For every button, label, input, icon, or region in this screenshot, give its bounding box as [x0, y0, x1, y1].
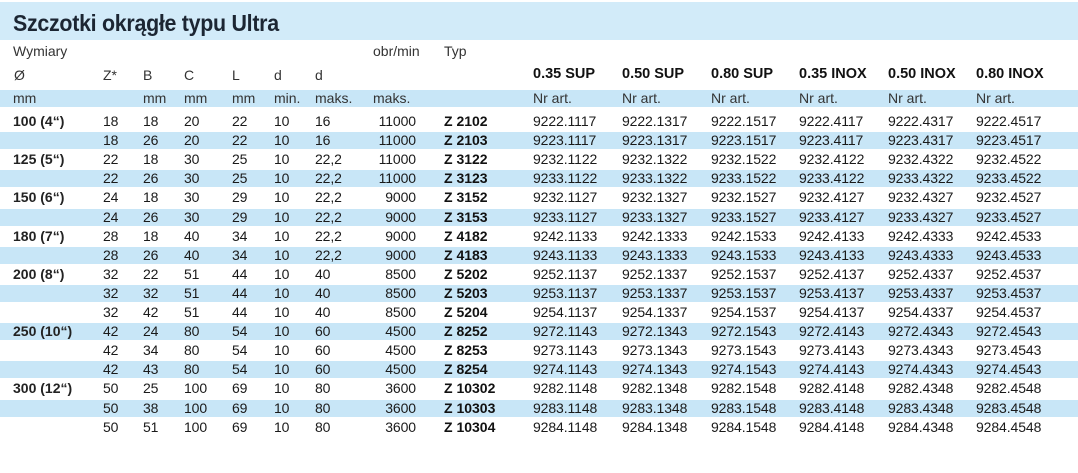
cell-article-number: 9274.4543	[976, 361, 1042, 377]
cell-l: 44	[232, 285, 248, 301]
cell-z: 32	[103, 266, 119, 282]
cell-article-number: 9223.1317	[622, 132, 688, 148]
cell-d-max: 22,2	[315, 228, 342, 244]
cell-l: 29	[232, 189, 248, 205]
cell-d-max: 60	[315, 361, 331, 377]
cell-article-number: 9223.1117	[533, 132, 597, 148]
cell-size: 150 (6“)	[13, 189, 65, 205]
cell-rpm: 11000	[378, 113, 416, 129]
cell-l: 44	[232, 304, 248, 320]
cell-article-number: 9243.4533	[976, 247, 1042, 263]
cell-article-number: 9254.4337	[888, 304, 954, 320]
cell-b: 18	[143, 228, 159, 244]
cell-article-number: 9282.1348	[622, 380, 688, 396]
cell-article-number: 9233.4122	[799, 170, 865, 186]
cell-d-min: 10	[274, 209, 290, 225]
cell-article-number: 9243.1533	[711, 247, 777, 263]
header-z: Z*	[103, 67, 117, 83]
cell-article-number: 9272.1143	[533, 323, 598, 339]
cell-article-number: 9284.4148	[799, 419, 865, 435]
cell-typ: Z 5204	[444, 304, 488, 320]
cell-article-number: 9254.4537	[976, 304, 1042, 320]
header-l: L	[232, 67, 240, 83]
cell-article-number: 9242.1333	[622, 228, 688, 244]
cell-d-min: 10	[274, 170, 290, 186]
cell-z: 22	[103, 170, 119, 186]
cell-rpm: 9000	[385, 228, 416, 244]
cell-size: 200 (8“)	[13, 266, 65, 282]
cell-article-number: 9242.1533	[711, 228, 777, 244]
cell-article-number: 9222.1517	[711, 113, 777, 129]
cell-d-max: 80	[315, 419, 331, 435]
cell-typ: Z 5202	[444, 266, 488, 282]
cell-rpm: 11000	[378, 170, 416, 186]
cell-rpm: 4500	[385, 342, 416, 358]
cell-c: 100	[184, 400, 208, 416]
cell-article-number: 9232.4122	[799, 151, 865, 167]
cell-article-number: 9272.1543	[711, 323, 777, 339]
cell-l: 54	[232, 323, 248, 339]
cell-c: 30	[184, 209, 200, 225]
cell-size: 300 (12“)	[13, 380, 73, 396]
cell-rpm: 8500	[385, 266, 416, 282]
cell-z: 50	[103, 419, 119, 435]
cell-typ: Z 8254	[444, 361, 488, 377]
cell-article-number: 9232.4327	[888, 189, 954, 205]
cell-typ: Z 4183	[444, 247, 488, 263]
cell-typ: Z 3152	[444, 189, 488, 205]
cell-d-max: 40	[315, 304, 331, 320]
cell-size: 100 (4“)	[13, 113, 65, 129]
cell-d-max: 16	[315, 113, 331, 129]
cell-typ: Z 10304	[444, 419, 496, 435]
header-d-min: d	[274, 67, 282, 83]
cell-b: 32	[143, 285, 159, 301]
unit-rpm-max: maks.	[373, 90, 411, 106]
header-b: B	[143, 67, 153, 83]
cell-article-number: 9273.4143	[799, 342, 865, 358]
cell-rpm: 4500	[385, 323, 416, 339]
cell-rpm: 11000	[378, 132, 416, 148]
cell-article-number: 9282.1148	[533, 380, 598, 396]
cell-article-number: 9233.4322	[888, 170, 954, 186]
cell-z: 32	[103, 304, 119, 320]
unit-mm: mm	[13, 90, 37, 106]
cell-article-number: 9284.1348	[622, 419, 688, 435]
cell-article-number: 9283.1548	[711, 400, 777, 416]
header-diameter-symbol: Ø	[14, 67, 25, 83]
cell-c: 51	[184, 285, 200, 301]
cell-article-number: 9233.4127	[799, 209, 865, 225]
header-obrmin: obr/min	[373, 43, 420, 59]
cell-b: 26	[143, 209, 159, 225]
cell-article-number: 9252.4337	[888, 266, 954, 282]
cell-l: 69	[232, 419, 248, 435]
cell-z: 28	[103, 228, 119, 244]
cell-article-number: 9243.4133	[799, 247, 865, 263]
unit-c: mm	[184, 90, 208, 106]
cell-l: 69	[232, 400, 248, 416]
cell-article-number: 9283.4548	[976, 400, 1042, 416]
cell-article-number: 9232.4127	[799, 189, 865, 205]
cell-d-max: 40	[315, 285, 331, 301]
cell-c: 30	[184, 170, 200, 186]
cell-d-min: 10	[274, 247, 290, 263]
cell-c: 51	[184, 266, 200, 282]
cell-c: 30	[184, 189, 200, 205]
cell-article-number: 9274.1543	[711, 361, 777, 377]
cell-article-number: 9232.1127	[533, 189, 598, 205]
cell-d-min: 10	[274, 419, 290, 435]
unit-nr-art-3: Nr art.	[711, 90, 750, 106]
cell-b: 18	[143, 113, 159, 129]
cell-rpm: 3600	[385, 400, 416, 416]
cell-d-max: 80	[315, 380, 331, 396]
cell-b: 25	[143, 380, 159, 396]
cell-article-number: 9283.1348	[622, 400, 688, 416]
cell-c: 80	[184, 342, 200, 358]
cell-article-number: 9233.1122	[533, 170, 598, 186]
cell-z: 50	[103, 380, 119, 396]
cell-article-number: 9233.4327	[888, 209, 954, 225]
cell-typ: Z 10303	[444, 400, 496, 416]
table-title: Szczotki okrągłe typu Ultra	[13, 10, 279, 36]
cell-size: 125 (5“)	[13, 151, 65, 167]
header-wymiary: Wymiary	[13, 43, 68, 59]
cell-b: 22	[143, 266, 159, 282]
cell-d-min: 10	[274, 266, 290, 282]
cell-article-number: 9282.4348	[888, 380, 954, 396]
cell-d-min: 10	[274, 380, 290, 396]
cell-d-max: 22,2	[315, 170, 342, 186]
cell-rpm: 8500	[385, 304, 416, 320]
unit-b: mm	[143, 90, 167, 106]
unit-nr-art-2: Nr art.	[622, 90, 661, 106]
cell-z: 28	[103, 247, 119, 263]
cell-d-min: 10	[274, 151, 290, 167]
cell-article-number: 9283.1148	[533, 400, 598, 416]
cell-article-number: 9252.1537	[711, 266, 777, 282]
cell-z: 24	[103, 209, 119, 225]
cell-b: 24	[143, 323, 159, 339]
cell-article-number: 9253.1537	[711, 285, 777, 301]
cell-z: 42	[103, 361, 119, 377]
cell-d-max: 22,2	[315, 151, 342, 167]
title-bar	[0, 2, 1078, 40]
cell-d-min: 10	[274, 323, 290, 339]
cell-article-number: 9222.1117	[533, 113, 597, 129]
cell-typ: Z 8252	[444, 323, 488, 339]
cell-article-number: 9233.1127	[533, 209, 598, 225]
cell-article-number: 9253.4137	[799, 285, 865, 301]
cell-rpm: 4500	[385, 361, 416, 377]
cell-article-number: 9233.4522	[976, 170, 1042, 186]
cell-article-number: 9273.1543	[711, 342, 777, 358]
cell-article-number: 9272.4143	[799, 323, 865, 339]
cell-c: 20	[184, 113, 200, 129]
cell-l: 54	[232, 361, 248, 377]
cell-b: 26	[143, 170, 159, 186]
cell-l: 22	[232, 113, 248, 129]
cell-article-number: 9284.4348	[888, 419, 954, 435]
cell-l: 29	[232, 209, 248, 225]
header-variant-050-inox: 0.50 INOX	[888, 66, 956, 82]
cell-article-number: 9243.4333	[888, 247, 954, 263]
cell-article-number: 9232.1527	[711, 189, 777, 205]
cell-article-number: 9254.1537	[711, 304, 777, 320]
cell-z: 24	[103, 189, 119, 205]
cell-article-number: 9283.4148	[799, 400, 865, 416]
cell-article-number: 9273.4543	[976, 342, 1042, 358]
cell-z: 32	[103, 285, 119, 301]
cell-article-number: 9232.1327	[622, 189, 688, 205]
cell-c: 80	[184, 323, 200, 339]
cell-article-number: 9282.1548	[711, 380, 777, 396]
header-variant-035-sup: 0.35 SUP	[533, 66, 596, 82]
cell-rpm: 9000	[385, 189, 416, 205]
cell-d-min: 10	[274, 228, 290, 244]
cell-article-number: 9254.1137	[533, 304, 598, 320]
cell-article-number: 9233.1527	[711, 209, 777, 225]
cell-rpm: 3600	[385, 419, 416, 435]
cell-d-min: 10	[274, 113, 290, 129]
cell-article-number: 9233.4527	[976, 209, 1042, 225]
cell-article-number: 9232.4322	[888, 151, 954, 167]
cell-article-number: 9242.4533	[976, 228, 1042, 244]
cell-c: 40	[184, 228, 200, 244]
cell-article-number: 9252.1137	[533, 266, 598, 282]
unit-nr-art-1: Nr art.	[533, 90, 572, 106]
cell-rpm: 9000	[385, 209, 416, 225]
cell-rpm: 9000	[385, 247, 416, 263]
cell-article-number: 9254.1337	[622, 304, 688, 320]
cell-l: 69	[232, 380, 248, 396]
cell-d-min: 10	[274, 304, 290, 320]
cell-z: 50	[103, 400, 119, 416]
cell-b: 26	[143, 247, 159, 263]
cell-article-number: 9232.1522	[711, 151, 777, 167]
unit-l: mm	[232, 90, 256, 106]
cell-z: 42	[103, 323, 119, 339]
header-variant-080-inox: 0.80 INOX	[976, 66, 1044, 82]
cell-article-number: 9223.1517	[711, 132, 777, 148]
cell-article-number: 9242.4333	[888, 228, 954, 244]
cell-z: 42	[103, 342, 119, 358]
cell-b: 43	[143, 361, 159, 377]
cell-b: 34	[143, 342, 159, 358]
cell-d-max: 60	[315, 342, 331, 358]
cell-l: 44	[232, 266, 248, 282]
cell-l: 25	[232, 151, 248, 167]
cell-z: 18	[103, 113, 119, 129]
cell-c: 51	[184, 304, 200, 320]
cell-article-number: 9253.4537	[976, 285, 1042, 301]
cell-article-number: 9284.4548	[976, 419, 1042, 435]
cell-typ: Z 2102	[444, 113, 488, 129]
cell-article-number: 9274.4143	[799, 361, 865, 377]
cell-typ: Z 5203	[444, 285, 488, 301]
cell-c: 20	[184, 132, 200, 148]
cell-article-number: 9233.1327	[622, 209, 688, 225]
cell-article-number: 9252.4537	[976, 266, 1042, 282]
cell-d-max: 80	[315, 400, 331, 416]
cell-l: 34	[232, 228, 248, 244]
cell-article-number: 9253.1337	[622, 285, 688, 301]
cell-c: 30	[184, 151, 200, 167]
cell-c: 100	[184, 380, 208, 396]
cell-article-number: 9222.1317	[622, 113, 688, 129]
cell-article-number: 9232.4522	[976, 151, 1042, 167]
unit-d-min: min.	[274, 90, 301, 106]
cell-article-number: 9284.1148	[533, 419, 598, 435]
cell-article-number: 9233.1522	[711, 170, 777, 186]
cell-d-min: 10	[274, 361, 290, 377]
header-d-max: d	[315, 67, 323, 83]
cell-typ: Z 10302	[444, 380, 496, 396]
cell-typ: Z 3123	[444, 170, 488, 186]
cell-typ: Z 8253	[444, 342, 488, 358]
cell-article-number: 9274.1343	[622, 361, 688, 377]
cell-c: 100	[184, 419, 208, 435]
header-c: C	[184, 67, 195, 83]
cell-article-number: 9272.4543	[976, 323, 1042, 339]
cell-z: 18	[103, 132, 119, 148]
cell-article-number: 9223.4317	[888, 132, 954, 148]
cell-article-number: 9273.4343	[888, 342, 954, 358]
cell-d-min: 10	[274, 285, 290, 301]
cell-article-number: 9243.1133	[533, 247, 598, 263]
cell-l: 34	[232, 247, 248, 263]
cell-article-number: 9242.4133	[799, 228, 865, 244]
header-variant-080-sup: 0.80 SUP	[711, 66, 774, 82]
cell-typ: Z 3122	[444, 151, 488, 167]
cell-article-number: 9272.1343	[622, 323, 688, 339]
cell-b: 26	[143, 132, 159, 148]
cell-b: 18	[143, 189, 159, 205]
cell-article-number: 9242.1133	[533, 228, 598, 244]
cell-article-number: 9223.4117	[799, 132, 864, 148]
cell-c: 40	[184, 247, 200, 263]
cell-typ: Z 2103	[444, 132, 488, 148]
cell-article-number: 9273.1343	[622, 342, 688, 358]
cell-b: 38	[143, 400, 159, 416]
cell-article-number: 9243.1333	[622, 247, 688, 263]
cell-article-number: 9284.1548	[711, 419, 777, 435]
cell-article-number: 9233.1322	[622, 170, 688, 186]
cell-article-number: 9252.4137	[799, 266, 865, 282]
cell-article-number: 9232.1122	[533, 151, 598, 167]
cell-d-max: 16	[315, 132, 331, 148]
cell-d-min: 10	[274, 342, 290, 358]
unit-nr-art-6: Nr art.	[976, 90, 1015, 106]
cell-l: 22	[232, 132, 248, 148]
cell-article-number: 9222.4117	[799, 113, 864, 129]
cell-b: 18	[143, 151, 159, 167]
cell-article-number: 9282.4148	[799, 380, 865, 396]
cell-article-number: 9222.4517	[976, 113, 1042, 129]
cell-size: 250 (10“)	[13, 323, 73, 339]
cell-d-max: 22,2	[315, 189, 342, 205]
cell-c: 80	[184, 361, 200, 377]
cell-l: 54	[232, 342, 248, 358]
cell-article-number: 9232.1322	[622, 151, 688, 167]
cell-d-min: 10	[274, 189, 290, 205]
cell-article-number: 9232.4527	[976, 189, 1042, 205]
cell-d-max: 22,2	[315, 247, 342, 263]
header-variant-035-inox: 0.35 INOX	[799, 66, 867, 82]
cell-article-number: 9253.1137	[533, 285, 598, 301]
cell-b: 51	[143, 419, 159, 435]
header-typ: Typ	[444, 43, 467, 59]
cell-article-number: 9273.1143	[533, 342, 598, 358]
cell-article-number: 9252.1337	[622, 266, 688, 282]
cell-typ: Z 3153	[444, 209, 488, 225]
cell-l: 25	[232, 170, 248, 186]
cell-article-number: 9253.4337	[888, 285, 954, 301]
cell-article-number: 9222.4317	[888, 113, 954, 129]
cell-d-max: 60	[315, 323, 331, 339]
cell-article-number: 9272.4343	[888, 323, 954, 339]
cell-d-min: 10	[274, 132, 290, 148]
cell-article-number: 9274.4343	[888, 361, 954, 377]
cell-d-max: 22,2	[315, 209, 342, 225]
cell-rpm: 8500	[385, 285, 416, 301]
unit-d-max: maks.	[315, 90, 353, 106]
cell-d-max: 40	[315, 266, 331, 282]
cell-d-min: 10	[274, 400, 290, 416]
cell-article-number: 9274.1143	[533, 361, 598, 377]
cell-b: 42	[143, 304, 159, 320]
cell-typ: Z 4182	[444, 228, 488, 244]
cell-article-number: 9282.4548	[976, 380, 1042, 396]
cell-article-number: 9223.4517	[976, 132, 1042, 148]
cell-article-number: 9254.4137	[799, 304, 865, 320]
unit-nr-art-4: Nr art.	[799, 90, 838, 106]
header-variant-050-sup: 0.50 SUP	[622, 66, 685, 82]
cell-rpm: 11000	[378, 151, 416, 167]
cell-rpm: 3600	[385, 380, 416, 396]
unit-nr-art-5: Nr art.	[888, 90, 927, 106]
cell-z: 22	[103, 151, 119, 167]
cell-size: 180 (7“)	[13, 228, 65, 244]
cell-article-number: 9283.4348	[888, 400, 954, 416]
